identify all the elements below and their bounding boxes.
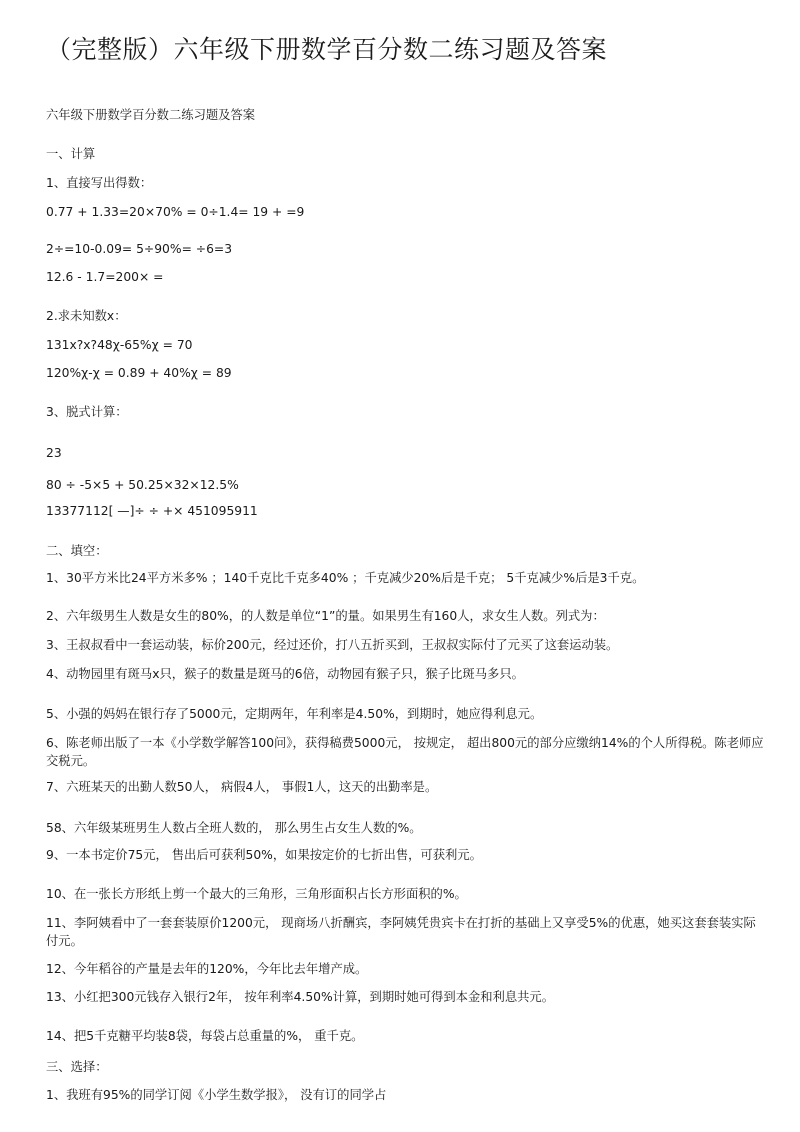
- section-heading: 三、选择：: [46, 1060, 108, 1074]
- question-line: 9、一本书定价75元， 售出后可获利50%，如果按定价的七折出售，可获利元。: [46, 848, 482, 862]
- question-line: 3、王叔叔看中一套运动装，标价200元，经过还价，打八五折买到，王叔叔实际付了元买了这套运动装。: [46, 638, 619, 652]
- question-line: 5、小强的妈妈在银行存了5000元，定期两年，年利率是4.50%，到期时，她应得利息元。: [46, 707, 543, 721]
- question-line: 3、脱式计算：: [46, 405, 128, 419]
- question-line: 23: [46, 446, 62, 460]
- question-line: 12、今年稻谷的产量是去年的120%，今年比去年增产成。: [46, 962, 368, 976]
- question-line: 10、在一张长方形纸上剪一个最大的三角形，三角形面积占长方形面积的%。: [46, 887, 467, 901]
- question-line: 2.求未知数x：: [46, 309, 127, 323]
- question-line: 13377112[ —]÷ ÷ +× 451095911: [46, 504, 258, 518]
- question-line: 7、六班某天的出勤人数50人， 病假4人， 事假1人，这天的出勤率是。: [46, 780, 438, 794]
- document-subtitle: 六年级下册数学百分数二练习题及答案: [46, 108, 256, 122]
- section-heading: 二、填空：: [46, 544, 108, 558]
- question-line: 120%χ-χ = 0.89 + 40%χ = 89: [46, 366, 232, 380]
- question-line: 14、把5千克糖平均装8袋，每袋占总重量的%， 重千克。: [46, 1029, 364, 1043]
- section-heading: 一、计算: [46, 147, 96, 161]
- question-line: 12.6 - 1.7=200× =: [46, 270, 164, 284]
- question-line: 2、六年级男生人数是女生的80%，的人数是单位“1”的量。如果男生有160人，求女生人数。列式为：: [46, 609, 605, 623]
- question-line: 58、六年级某班男生人数占全班人数的， 那么男生占女生人数的%。: [46, 821, 422, 835]
- question-line: 0.77 + 1.33=20×70% = 0÷1.4= 19 + =9: [46, 205, 305, 219]
- question-line: 131x?x?48χ-65%χ = 70: [46, 338, 193, 352]
- question-line: 1、直接写出得数：: [46, 176, 153, 190]
- question-line: 2÷=10-0.09= 5÷90%= ÷6=3: [46, 242, 233, 256]
- question-line: 4、动物园里有斑马x只，猴子的数量是斑马的6倍，动物园有猴子只，猴子比斑马多只。: [46, 667, 524, 681]
- question-line: 80 ÷ -5×5 + 50.25×32×12.5%: [46, 478, 239, 492]
- question-line: 1、我班有95%的同学订阅《小学生数学报》， 没有订的同学占: [46, 1088, 387, 1102]
- question-line: 11、李阿姨看中了一套套装原价1200元， 现商场八折酬宾，李阿姨凭贵宾卡在打折的基础上又享受5%的优惠，她买这套套装实际付元。: [46, 916, 756, 948]
- document-title: （完整版）六年级下册数学百分数二练习题及答案: [46, 35, 608, 64]
- question-line: 13、小红把300元钱存入银行2年， 按年利率4.50%计算，到期时她可得到本金和利息共元。: [46, 990, 555, 1004]
- question-line: 1、30平方米比24平方米多% ；140千克比千克多40% ；千克减少20%后是千克； 5千克减少%后是3千克。: [46, 571, 645, 585]
- question-line: 6、陈老师出版了一本《小学数学解答100问》，获得稿费5000元， 按规定， 超出800元的部分应缴纳14%的个人所得税。陈老师应交税元。: [46, 736, 764, 768]
